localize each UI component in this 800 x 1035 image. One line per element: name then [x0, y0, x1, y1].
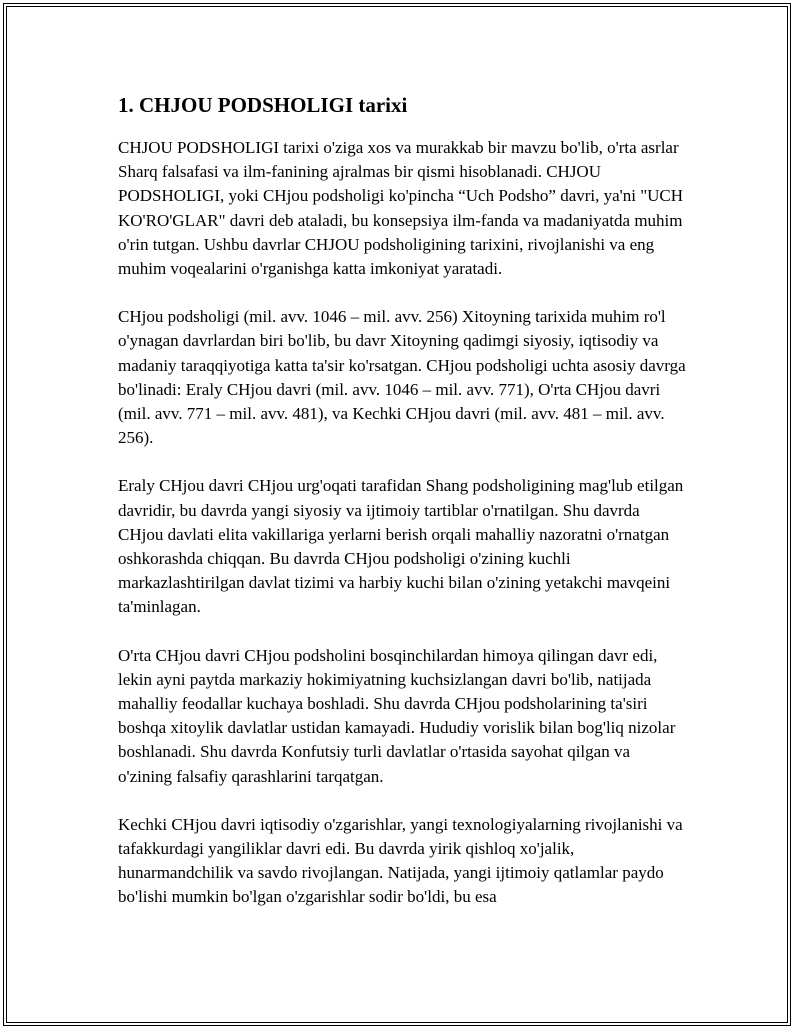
document-body — [118, 92, 688, 934]
paragraph-middle-zhou: O'rta CHjou davri CHjou podsholini bosqinchilardan himoya qilingan davr edi, lekin ayni paytda markaziy hokimiyatning kuchsizlangan davri bo'lib, natijada mahalliy feodallar kuchaya boshladi. Shu davrda CHjou podsholarining ta'siri boshqa xitoylik davlatlar ustidan kamayadi. Hududiy vorislik bilan bog'liq nizolar boshlanadi. Shu davrda Konfutsiy turli davlatlar o'rtasida sayohat qilgan va o'zining falsafiy qarashlarini tarqatgan. — [118, 645, 676, 786]
section-heading: 1. CHJOU PODSHOLIGI tarixi — [118, 93, 408, 117]
paragraph-intro: CHJOU PODSHOLIGI tarixi o'ziga xos va murakkab bir mavzu bo'lib, o'rta asrlar Sharq falsafasi va ilm-fanining ajralmas bir qismi hisoblanadi. CHJOU PODSHOLIGI, yoki CHjou podsholigi ko'pincha “Uch Podsho” davri, ya'ni "UCH KO'RO'GLAR" davri deb ataladi, bu konsepsiya ilm-fanda va madaniyatda muhim o'rin tutgan. Ushbu davrlar CHJOU podsholigining tarixini, rivojlanishi va eng muhim voqealarini o'rganishga katta imkoniyat yaratadi. — [118, 138, 684, 279]
paragraph-periods: CHjou podsholigi (mil. avv. 1046 – mil. avv. 256) Xitoyning tarixida muhim ro'l o'ynagan davrlardan biri bo'lib, bu davr Xitoyning qadimgi siyosiy, iqtisodiy va madaniy taraqqiyotiga katta ta'sir ko'rsatgan. CHjou podsholigi uchta asosiy davrga bo'linadi: Eraly CHjou davri (mil. avv. 1046 – mil. avv. 771), O'rta CHjou davri (mil. avv. 771 – mil. avv. 481), va Kechki CHjou davri (mil. avv. 481 – mil. avv. 256). — [118, 307, 686, 448]
paragraph-late-zhou: Kechki CHjou davri iqtisodiy o'zgarishlar, yangi texnologiyalarning rivojlanishi va tafakkurdagi yangiliklar davri edi. Bu davrda yirik qishloq xo'jalik, hunarmandchilik va savdo rivojlangan. Natijada, yangi ijtimoiy qatlamlar paydo bo'lishi mumkin bo'lgan o'zgarishlar sodir bo'ldi, bu esa — [118, 814, 683, 907]
paragraph-early-zhou: Eraly CHjou davri CHjou urg'oqati tarafidan Shang podsholigining mag'lub etilgan davridir, bu davrda yangi siyosiy va ijtimoiy tartiblar o'rnatilgan. Shu davrda CHjou davlati elita vakillariga yerlarni berish orqali mahalliy nazoratni o'rnatgan oshkorashda chiqqan. Bu davrda CHjou podsholigi o'zining kuchli markazlashtirilgan davlat tizimi va harbiy kuchi bilan o'zining yetakchi mavqeini ta'minlagan. — [118, 476, 684, 617]
